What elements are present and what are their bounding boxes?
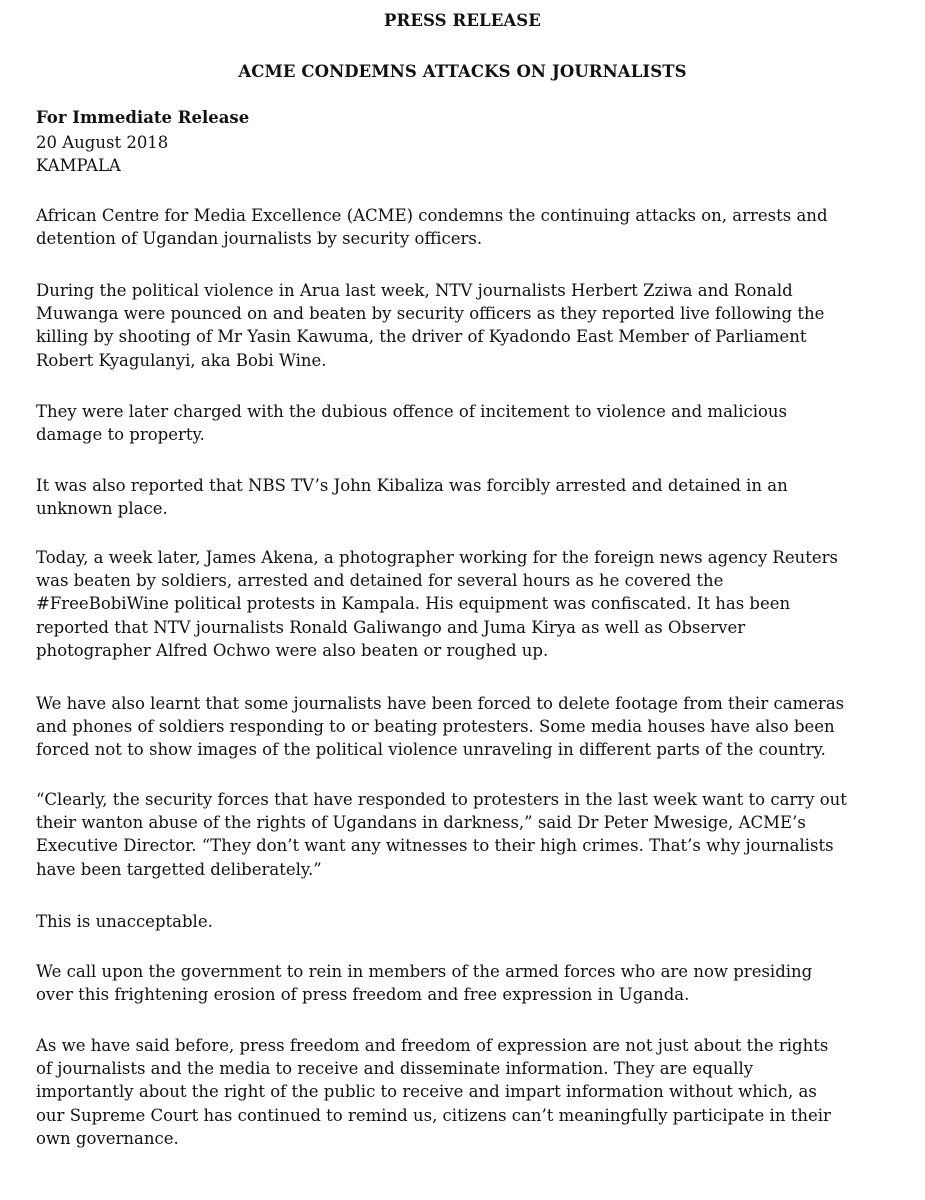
text-line: African Centre for Media Excellence (ACME) condemns the continuing attacks on, arrests and — [36, 206, 828, 225]
text-line: detention of Ugandan journalists by security officers. — [36, 229, 483, 249]
paragraph-6 — [36, 692, 896, 762]
headline: ACME CONDEMNS ATTACKS ON JOURNALISTS — [238, 62, 687, 81]
text-line: own governance. — [36, 1128, 179, 1148]
paragraph-3 — [36, 400, 896, 446]
text-line: “Clearly, the security forces that have responded to protesters in the last week want to carry out — [36, 790, 847, 809]
text-line: Executive Director. “They don’t want any witnesses to their high crimes. That’s why journalists — [36, 836, 834, 856]
text-line: It was also reported that NBS TV’s John Kibaliza was forcibly arrested and detained in an — [36, 476, 788, 495]
text-line: over this frightening erosion of press freedom and free expression in Uganda. — [36, 985, 690, 1005]
text-line: Robert Kyagulanyi, aka Bobi Wine. — [36, 350, 327, 370]
paragraph-1 — [36, 204, 896, 250]
dateline-place: KAMPALA — [36, 156, 121, 175]
text-line: #FreeBobiWine political protests in Kampala. His equipment was confiscated. It has been — [36, 594, 791, 614]
paragraph-2 — [36, 279, 896, 372]
text-line: Today, a week later, James Akena, a photographer working for the foreign news agency Reuters — [36, 548, 838, 567]
paragraph-4 — [36, 474, 896, 520]
document-title: PRESS RELEASE — [384, 11, 541, 30]
text-line: their wanton abuse of the rights of Ugandans in darkness,” said Dr Peter Mwesige, ACME’s — [36, 813, 806, 833]
text-line: forced not to show images of the political violence unraveling in different parts of the country. — [36, 740, 826, 760]
release-date: 20 August 2018 — [36, 133, 169, 152]
text-line: of journalists and the media to receive and disseminate information. They are equally — [36, 1059, 754, 1079]
paragraph-10 — [36, 1034, 896, 1150]
release-notice: For Immediate Release — [36, 108, 250, 127]
text-line: have been targetted deliberately.” — [36, 859, 322, 879]
text-line: During the political violence in Arua last week, NTV journalists Herbert Zziwa and Ronald — [36, 281, 793, 300]
text-line: our Supreme Court has continued to remind us, citizens can’t meaningfully participate in their — [36, 1105, 831, 1125]
text-line: We call upon the government to rein in members of the armed forces who are now presiding — [36, 962, 813, 981]
text-line: unknown place. — [36, 499, 168, 519]
text-line: was beaten by soldiers, arrested and detained for several hours as he covered the — [36, 571, 724, 591]
text-line: damage to property. — [36, 425, 205, 445]
text-line: They were later charged with the dubious offence of incitement to violence and malicious — [36, 402, 788, 421]
paragraph-8 — [36, 910, 896, 933]
text-line: As we have said before, press freedom and freedom of expression are not just about the rights — [36, 1036, 829, 1055]
text-line: We have also learnt that some journalists have been forced to delete footage from their cameras — [36, 694, 845, 713]
text-line: killing by shooting of Mr Yasin Kawuma, the driver of Kyadondo East Member of Parliament — [36, 327, 807, 347]
text-line: importantly about the right of the public to receive and impart information without which, as — [36, 1082, 817, 1102]
text-line: photographer Alfred Ochwo were also beaten or roughed up. — [36, 640, 549, 660]
paragraph-7 — [36, 788, 896, 881]
text-line: reported that NTV journalists Ronald Galiwango and Juma Kirya as well as Observer — [36, 617, 746, 637]
text-line: This is unacceptable. — [36, 912, 213, 931]
paragraph-5 — [36, 546, 896, 662]
text-line: Muwanga were pounced on and beaten by security officers as they reported live following the — [36, 304, 825, 324]
text-line: and phones of soldiers responding to or beating protesters. Some media houses have also been — [36, 717, 835, 737]
paragraph-9 — [36, 960, 896, 1006]
